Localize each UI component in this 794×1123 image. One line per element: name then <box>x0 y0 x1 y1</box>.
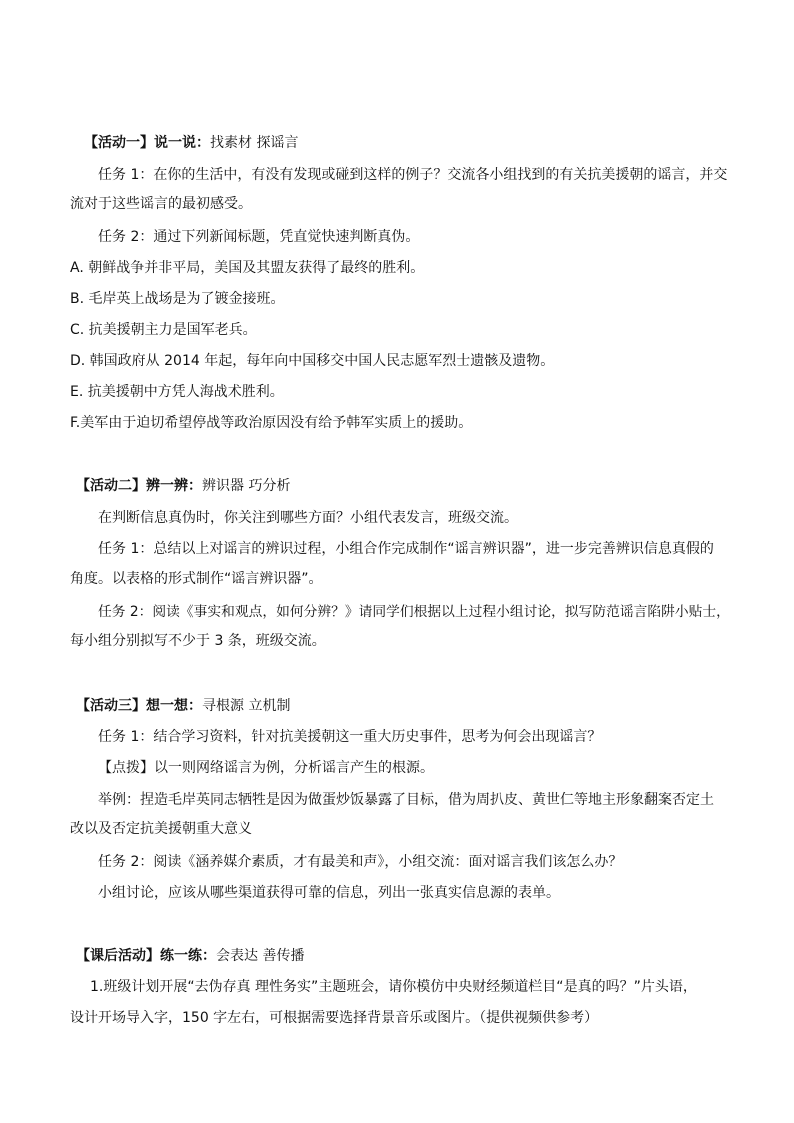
activity2-task2-line1: 任务 2：阅读《事实和观点，如何分辨？》请同学们根据以上过程小组讨论，拟写防范谣言陷阱小贴士， <box>98 604 730 620</box>
activity3-heading <box>76 696 290 716</box>
activity3-title: 寻根源 立机制 <box>202 698 291 714</box>
after-class-title: 会表达 善传播 <box>216 948 305 964</box>
after-class-item1-line1: 1.班级计划开展“去伪存真 理性务实”主题班会，请你模仿中央财经频道栏目“是真的吗？”片头语， <box>90 979 697 995</box>
after-class-tag: 【课后活动】练一练： <box>76 948 216 964</box>
activity2-task1-line2: 角度。以表格的形式制作“谣言辨识器”。 <box>70 571 323 587</box>
activity3-hint: 【点拨】以一则网络谣言为例，分析谣言产生的根源。 <box>98 760 434 776</box>
activity2-heading <box>76 476 290 496</box>
activity2-task2-line2: 每小组分别拟写不少于 3 条，班级交流。 <box>70 633 326 649</box>
activity2-tag: 【活动二】辨一辨： <box>76 478 202 494</box>
activity3-tag: 【活动三】想一想： <box>76 698 202 714</box>
activity2-intro: 在判断信息真伪时，你关注到哪些方面？小组代表发言，班级交流。 <box>98 510 518 526</box>
activity3-task1: 任务 1：结合学习资料，针对抗美援朝这一重大历史事件，思考为何会出现谣言？ <box>98 729 602 745</box>
option-c: C. 抗美援朝主力是国军老兵。 <box>70 322 257 338</box>
activity1-task2: 任务 2：通过下列新闻标题，凭直觉快速判断真伪。 <box>98 229 420 245</box>
activity3-task2: 任务 2：阅读《涵养媒介素质，才有最美和声》，小组交流：面对谣言我们该怎么办？ <box>98 854 623 870</box>
activity3-example-line1: 举例：捏造毛岸英同志牺牲是因为做蛋炒饭暴露了目标，借为周扒皮、黄世仁等地主形象翻案否定土 <box>98 792 714 808</box>
activity2-task1-line1: 任务 1：总结以上对谣言的辨识过程，小组合作完成制作“谣言辨识器”，进一步完善辨识信息真假的 <box>98 541 714 557</box>
after-class-item1-line2: 设计开场导入字，150 字左右，可根据需要选择背景音乐或图片。（提供视频供参考） <box>70 1010 599 1026</box>
activity1-tag: 【活动一】说一说： <box>84 135 210 151</box>
option-f: F.美军由于迫切希望停战等政治原因没有给予韩军实质上的援助。 <box>70 415 473 431</box>
option-a: A. 朝鲜战争并非平局，美国及其盟友获得了最终的胜利。 <box>70 260 425 276</box>
activity1-heading <box>84 133 298 153</box>
activity1-task1-line1: 任务 1：在你的生活中，有没有发现或碰到这样的例子？交流各小组找到的有关抗美援朝的谣言，并交 <box>98 167 728 183</box>
after-class-heading <box>76 946 304 966</box>
option-b: B. 毛岸英上战场是为了镀金接班。 <box>70 291 285 307</box>
activity3-example-line2: 改以及否定抗美援朝重大意义 <box>70 821 252 837</box>
activity2-title: 辨识器 巧分析 <box>202 478 291 494</box>
activity3-discussion: 小组讨论，应该从哪些渠道获得可靠的信息，列出一张真实信息源的表单。 <box>98 885 560 901</box>
option-e: E. 抗美援朝中方凭人海战术胜利。 <box>70 384 284 400</box>
activity1-title: 找素材 探谣言 <box>210 135 299 151</box>
activity1-task1-line2: 流对于这些谣言的最初感受。 <box>70 196 252 212</box>
option-d: D. 韩国政府从 2014 年起，每年向中国移交中国人民志愿军烈士遗骸及遗物。 <box>70 353 555 369</box>
